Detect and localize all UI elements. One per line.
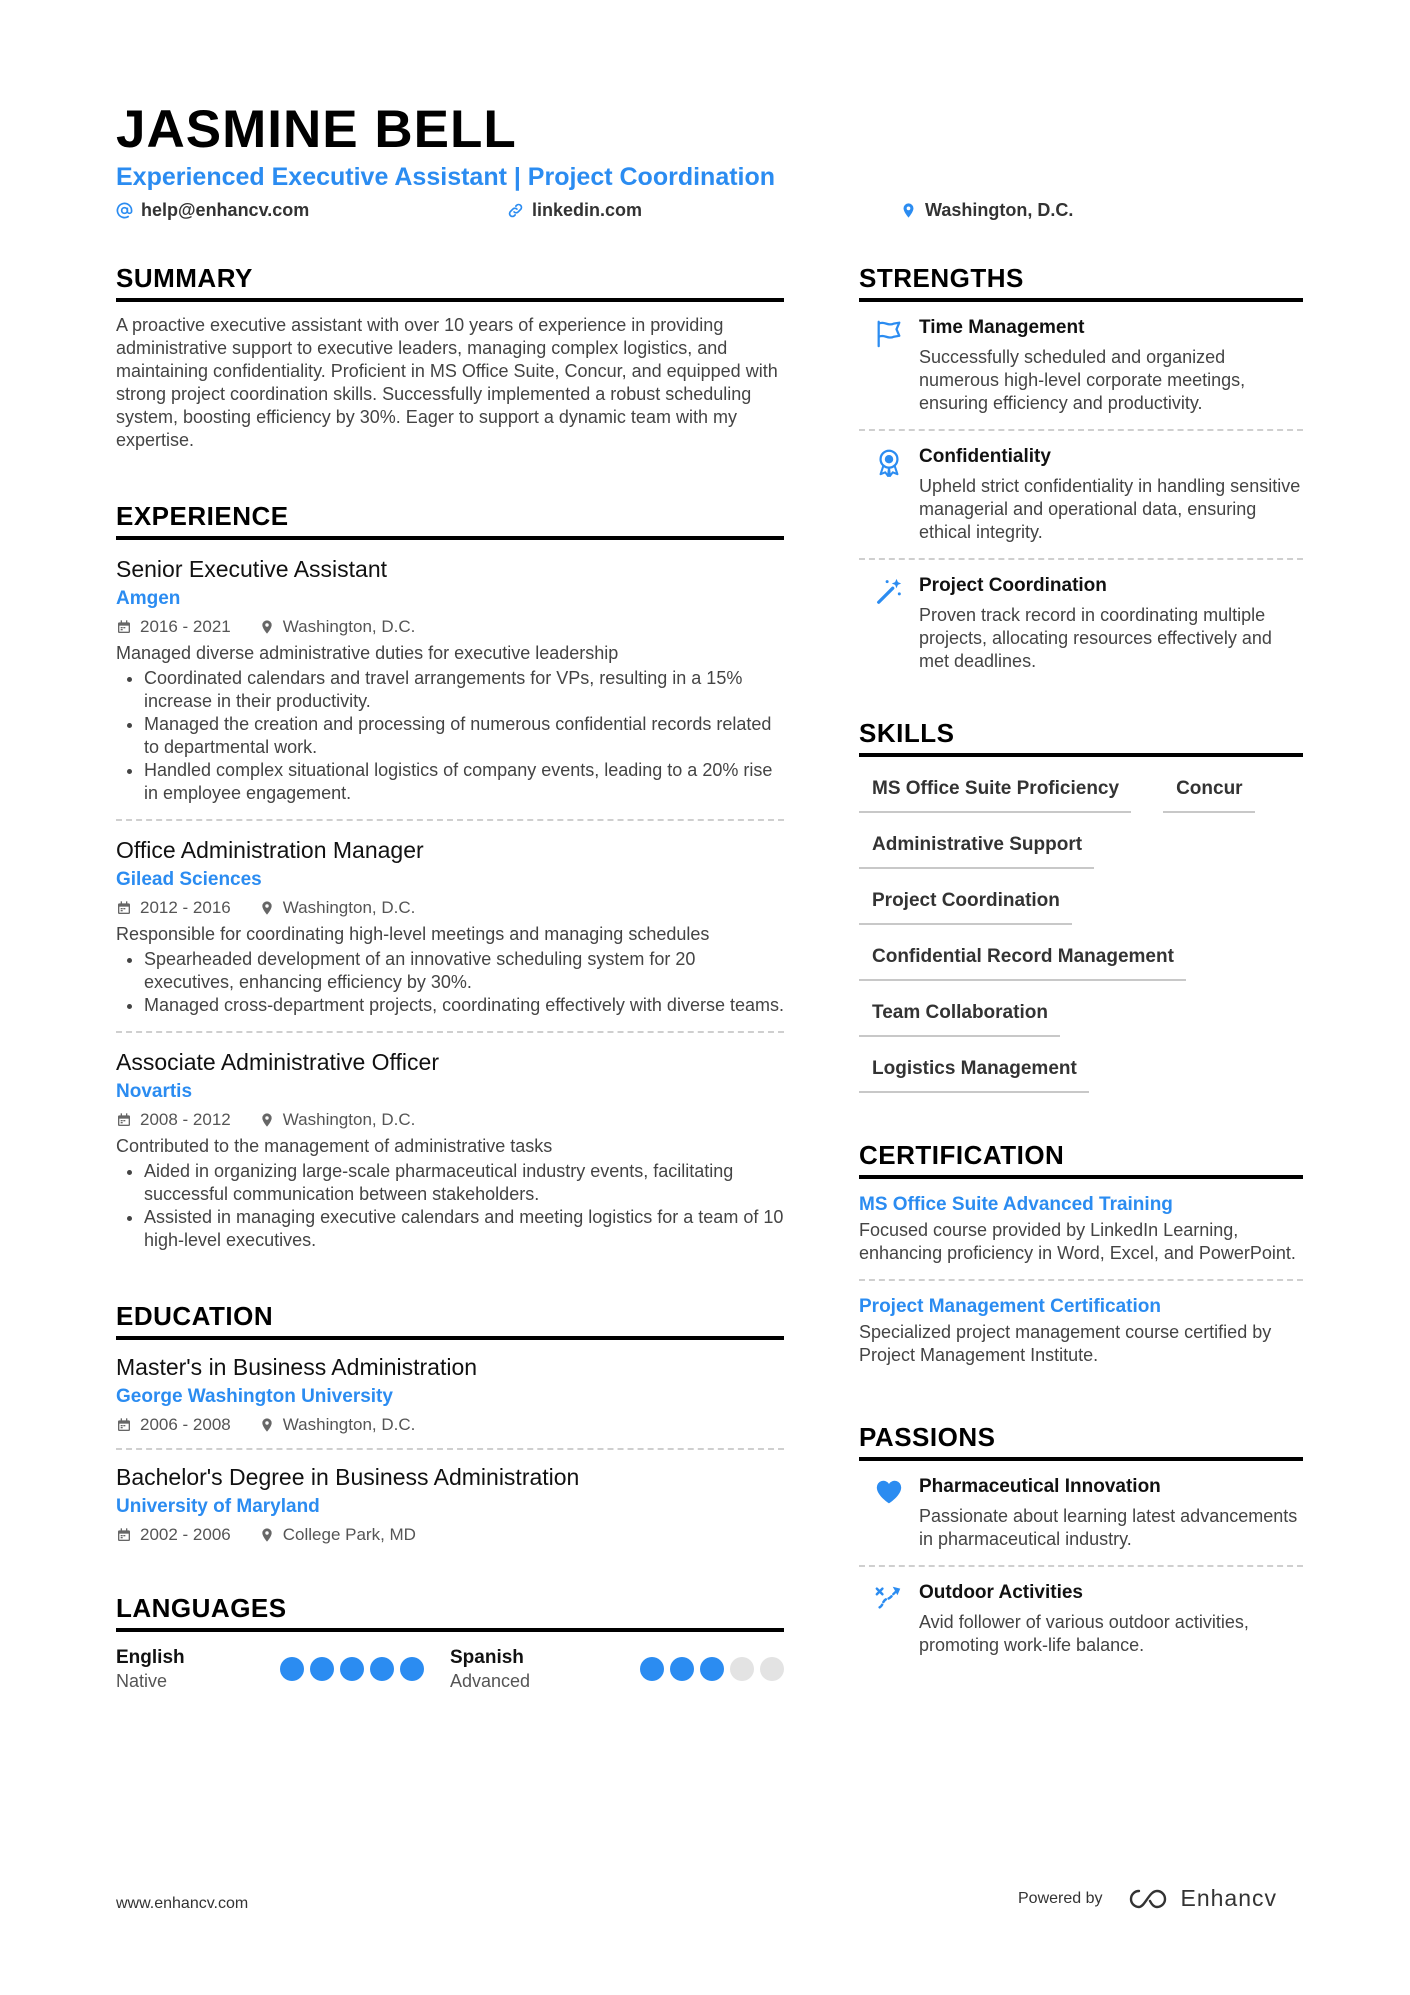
section-title: SUMMARY bbox=[116, 262, 784, 302]
job-location bbox=[259, 1109, 416, 1131]
job-bullets bbox=[116, 667, 784, 805]
linkedin-text: linkedin.com bbox=[532, 200, 643, 220]
company-name[interactable]: Amgen bbox=[116, 588, 181, 609]
job-description: Responsible for coordinating high-level meetings and managing schedules bbox=[116, 924, 710, 944]
education-entry bbox=[116, 1340, 784, 1450]
bullet-item: • Assisted in managing executive calendars and meeting logistics for a team of 10 high-level executives. bbox=[144, 1206, 784, 1252]
experience-entry bbox=[116, 540, 784, 821]
experience-list bbox=[116, 540, 784, 1266]
skills-list bbox=[859, 769, 1303, 1105]
right-column bbox=[859, 262, 1303, 1671]
rating-dot bbox=[700, 1657, 724, 1681]
skills-section bbox=[859, 717, 1303, 1105]
calendar-icon bbox=[116, 900, 132, 916]
section-title: PASSIONS bbox=[859, 1421, 1303, 1461]
certification-entry bbox=[859, 1179, 1303, 1281]
education-location bbox=[259, 1524, 416, 1546]
location-pin-icon bbox=[900, 202, 917, 219]
education-meta bbox=[116, 1414, 784, 1436]
strengths-content bbox=[919, 445, 1303, 544]
summary-section bbox=[116, 262, 784, 452]
brand-text: Enhancv bbox=[1180, 1885, 1278, 1911]
skill-tag: Team Collaboration bbox=[859, 993, 1060, 1037]
education-dates bbox=[116, 1414, 231, 1436]
language-entry bbox=[450, 1646, 784, 1692]
dates-text: 2016 - 2021 bbox=[140, 617, 231, 636]
experience-section bbox=[116, 500, 784, 1266]
hiking-route-icon bbox=[859, 1581, 919, 1657]
enhancv-logo[interactable] bbox=[1127, 1885, 1278, 1912]
rating-dot bbox=[760, 1657, 784, 1681]
location-pin-icon bbox=[259, 1112, 275, 1128]
rating-dot bbox=[340, 1657, 364, 1681]
experience-entry bbox=[116, 821, 784, 1033]
heart-icon bbox=[859, 1475, 919, 1551]
passions-title: Pharmaceutical Innovation bbox=[919, 1476, 1161, 1497]
strengths-list bbox=[859, 302, 1303, 687]
strengths-entry bbox=[859, 431, 1303, 560]
language-level: Advanced bbox=[450, 1671, 531, 1691]
passions-entry bbox=[859, 1461, 1303, 1567]
bullet-item: • Coordinated calendars and travel arrangements for VPs, resulting in a 15% increase in their productivity. bbox=[144, 667, 784, 713]
rating-dot bbox=[370, 1657, 394, 1681]
education-section bbox=[116, 1300, 784, 1558]
footer-branding bbox=[1018, 1885, 1277, 1912]
contact-email[interactable] bbox=[116, 198, 309, 222]
location-text: Washington, D.C. bbox=[282, 617, 416, 636]
education-meta bbox=[116, 1524, 784, 1546]
bullet-item: • Managed cross-department projects, coordinating effectively with diverse teams. bbox=[144, 994, 784, 1017]
job-dates bbox=[116, 616, 231, 638]
powered-by-text: Powered by bbox=[1018, 1889, 1103, 1907]
language-text bbox=[450, 1646, 530, 1692]
passions-text: Passionate about learning latest advancements in pharmaceutical industry. bbox=[919, 1506, 1298, 1549]
passions-content bbox=[919, 1475, 1303, 1551]
education-list bbox=[116, 1340, 784, 1558]
strengths-title: Confidentiality bbox=[919, 446, 1051, 467]
language-entry bbox=[116, 1646, 450, 1692]
rating-dot bbox=[310, 1657, 334, 1681]
certification-title: Project Management Certification bbox=[859, 1296, 1161, 1317]
passions-entry bbox=[859, 1567, 1303, 1671]
rating-dot bbox=[730, 1657, 754, 1681]
calendar-icon bbox=[116, 1527, 132, 1543]
certification-text: Focused course provided by LinkedIn Learning, enhancing proficiency in Word, Excel, and PowerPoint. bbox=[859, 1220, 1296, 1263]
location-text: College Park, MD bbox=[282, 1525, 416, 1544]
location-pin-icon bbox=[259, 900, 275, 916]
job-title: Office Administration Manager bbox=[116, 837, 424, 863]
section-title: EDUCATION bbox=[116, 1300, 784, 1340]
job-dates bbox=[116, 1109, 231, 1131]
section-title: STRENGTHS bbox=[859, 262, 1303, 302]
location-text: Washington, D.C. bbox=[282, 898, 416, 917]
strengths-text: Proven track record in coordinating multiple projects, allocating resources effectively and met deadlines. bbox=[919, 605, 1272, 671]
passions-text: Avid follower of various outdoor activities, promoting work-life balance. bbox=[919, 1612, 1249, 1655]
certification-title: MS Office Suite Advanced Training bbox=[859, 1194, 1173, 1215]
left-column bbox=[116, 262, 784, 1692]
strengths-text: Upheld strict confidentiality in handling sensitive managerial and operational data, ensuring ethical integrity. bbox=[919, 476, 1301, 542]
languages-section bbox=[116, 1592, 784, 1692]
rating-dot bbox=[670, 1657, 694, 1681]
strengths-entry bbox=[859, 302, 1303, 431]
summary-text: A proactive executive assistant with over 10 years of experience in providing administrative support to executive leaders, managing complex logistics, and maintaining confidentiality. Proficient in MS Office Suite, Concur, and equipped with strong project coordination skills. Successfully implemented a robust scheduling system, boosting efficiency by 30%. Eager to support a dynamic team with my expertise. bbox=[116, 315, 778, 450]
location-text: Washington, D.C. bbox=[925, 200, 1074, 220]
job-meta bbox=[116, 1109, 784, 1131]
skill-tag: Confidential Record Management bbox=[859, 937, 1186, 981]
strengths-content bbox=[919, 574, 1303, 673]
bullet-item: • Spearheaded development of an innovative scheduling system for 20 executives, enhancing efficiency by 30%. bbox=[144, 948, 784, 994]
degree-title: Bachelor's Degree in Business Administration bbox=[116, 1464, 580, 1490]
candidate-tagline: Experienced Executive Assistant | Project Coordination bbox=[116, 163, 776, 191]
skill-tag: Logistics Management bbox=[859, 1049, 1089, 1093]
rating-dot bbox=[280, 1657, 304, 1681]
school-name[interactable]: University of Maryland bbox=[116, 1496, 320, 1517]
education-location bbox=[259, 1414, 416, 1436]
dates-text: 2008 - 2012 bbox=[140, 1110, 231, 1129]
rating-dot bbox=[640, 1657, 664, 1681]
passions-section bbox=[859, 1421, 1303, 1671]
strengths-section bbox=[859, 262, 1303, 687]
contact-location bbox=[900, 198, 1073, 222]
contact-linkedin[interactable] bbox=[507, 198, 642, 222]
job-bullets bbox=[116, 948, 784, 1017]
bullet-item: • Handled complex situational logistics of company events, leading to a 20% rise in employee engagement. bbox=[144, 759, 784, 805]
education-entry bbox=[116, 1450, 784, 1558]
language-rating bbox=[280, 1646, 424, 1692]
bullet-item: • Aided in organizing large-scale pharmaceutical industry events, facilitating successful communication between stakeholders. bbox=[144, 1160, 784, 1206]
location-text: Washington, D.C. bbox=[282, 1415, 416, 1434]
job-location bbox=[259, 616, 416, 638]
language-name: English bbox=[116, 1647, 185, 1668]
dates-text: 2002 - 2006 bbox=[140, 1525, 231, 1544]
strengths-title: Project Coordination bbox=[919, 575, 1107, 596]
language-name: Spanish bbox=[450, 1647, 524, 1668]
dates-text: 2006 - 2008 bbox=[140, 1415, 231, 1434]
strengths-entry bbox=[859, 560, 1303, 687]
award-icon bbox=[859, 445, 919, 544]
passions-content bbox=[919, 1581, 1303, 1657]
location-pin-icon bbox=[259, 1417, 275, 1433]
language-level: Native bbox=[116, 1671, 168, 1691]
enhancv-logo-icon bbox=[1127, 1887, 1173, 1911]
job-location bbox=[259, 897, 416, 919]
section-title: SKILLS bbox=[859, 717, 1303, 757]
skill-tag: MS Office Suite Proficiency bbox=[859, 769, 1131, 813]
language-text bbox=[116, 1646, 185, 1692]
dates-text: 2012 - 2016 bbox=[140, 898, 231, 917]
calendar-icon bbox=[116, 1417, 132, 1433]
certification-entry bbox=[859, 1281, 1303, 1381]
job-description: Managed diverse administrative duties for executive leadership bbox=[116, 643, 619, 663]
strengths-title: Time Management bbox=[919, 317, 1085, 338]
location-pin-icon bbox=[259, 1527, 275, 1543]
section-title: EXPERIENCE bbox=[116, 500, 784, 540]
email-text: help@enhancv.com bbox=[141, 200, 310, 220]
magic-wand-icon bbox=[859, 574, 919, 673]
language-rating bbox=[640, 1646, 784, 1692]
certification-section bbox=[859, 1139, 1303, 1381]
calendar-icon bbox=[116, 1112, 132, 1128]
job-meta bbox=[116, 897, 784, 919]
strengths-content bbox=[919, 316, 1303, 415]
company-name[interactable]: Gilead Sciences bbox=[116, 869, 262, 890]
experience-entry bbox=[116, 1033, 784, 1266]
job-meta bbox=[116, 616, 784, 638]
passions-list bbox=[859, 1461, 1303, 1671]
section-title: CERTIFICATION bbox=[859, 1139, 1303, 1179]
job-bullets bbox=[116, 1160, 784, 1252]
link-icon bbox=[507, 202, 524, 219]
degree-title: Master's in Business Administration bbox=[116, 1354, 478, 1380]
location-text: Washington, D.C. bbox=[282, 1110, 416, 1129]
job-description: Contributed to the management of administrative tasks bbox=[116, 1136, 553, 1156]
certification-list bbox=[859, 1179, 1303, 1381]
skill-tag: Concur bbox=[1163, 769, 1255, 813]
location-pin-icon bbox=[259, 619, 275, 635]
rating-dot bbox=[400, 1657, 424, 1681]
flag-icon bbox=[859, 316, 919, 415]
languages-list bbox=[116, 1646, 784, 1692]
section-title: LANGUAGES bbox=[116, 1592, 784, 1632]
calendar-icon bbox=[116, 619, 132, 635]
job-title: Associate Administrative Officer bbox=[116, 1049, 439, 1075]
footer-website[interactable]: www.enhancv.com bbox=[116, 1895, 249, 1912]
job-title: Senior Executive Assistant bbox=[116, 556, 388, 582]
job-dates bbox=[116, 897, 231, 919]
skill-tag: Administrative Support bbox=[859, 825, 1094, 869]
passions-title: Outdoor Activities bbox=[919, 1582, 1083, 1603]
strengths-text: Successfully scheduled and organized numerous high-level corporate meetings, ensuring efficiency and productivity. bbox=[919, 347, 1246, 413]
bullet-item: • Managed the creation and processing of numerous confidential records related to departmental work. bbox=[144, 713, 784, 759]
company-name[interactable]: Novartis bbox=[116, 1081, 193, 1102]
school-name[interactable]: George Washington University bbox=[116, 1386, 393, 1407]
at-sign-icon bbox=[116, 202, 133, 219]
education-dates bbox=[116, 1524, 231, 1546]
certification-text: Specialized project management course certified by Project Management Institute. bbox=[859, 1322, 1272, 1365]
skill-tag: Project Coordination bbox=[859, 881, 1072, 925]
candidate-name: JASMINE BELL bbox=[116, 100, 517, 159]
